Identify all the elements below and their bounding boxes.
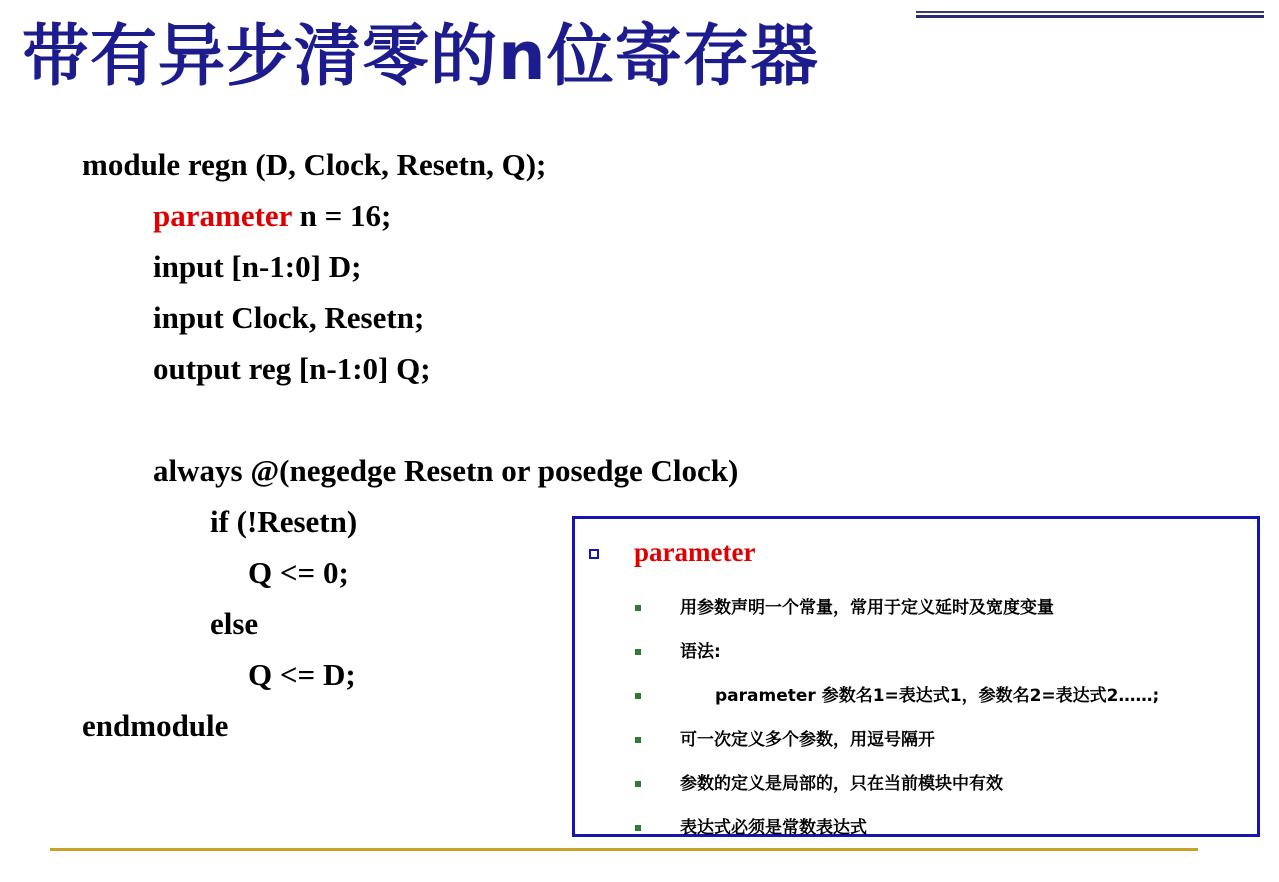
code-line-module: module regn (D, Clock, Resetn, Q); <box>82 147 547 182</box>
bottom-decorative-rule <box>50 848 1198 851</box>
code-line-input-clock: input Clock, Resetn; <box>153 300 425 335</box>
square-bullet-icon <box>635 649 641 655</box>
code-line-endmodule: endmodule <box>82 708 229 743</box>
square-bullet-icon <box>635 825 641 831</box>
square-bullet-icon <box>635 781 641 787</box>
square-bullet-icon <box>635 737 641 743</box>
info-bullet-text: 语法: <box>680 642 721 662</box>
top-rule-thick-line <box>916 15 1264 18</box>
parameter-keyword: parameter <box>153 198 292 233</box>
top-rule-thin-line <box>916 11 1264 13</box>
info-bullet-text: 用参数声明一个常量，常用于定义延时及宽度变量 <box>680 598 1054 618</box>
parameter-info-box <box>572 516 1260 837</box>
info-bullet-text: 参数的定义是局部的，只在当前模块中有效 <box>680 774 1003 794</box>
info-bullet-text: 表达式必须是常数表达式 <box>680 818 867 838</box>
parameter-declaration: n = 16; <box>291 198 392 233</box>
hollow-square-bullet-icon <box>589 549 599 559</box>
code-line-parameter <box>153 196 391 236</box>
top-decorative-rule <box>916 11 1264 18</box>
info-bullet-text: 可一次定义多个参数，用逗号隔开 <box>680 730 935 750</box>
square-bullet-icon <box>635 605 641 611</box>
slide-title: 带有异步清零的n位寄存器 <box>22 17 819 95</box>
square-bullet-icon <box>635 693 641 699</box>
code-line-q-reset: Q <= 0; <box>248 555 349 590</box>
code-line-else: else <box>210 606 259 641</box>
code-line-always: always @(negedge Resetn or posedge Clock) <box>153 453 739 488</box>
code-line-input-d: input [n-1:0] D; <box>153 249 362 284</box>
code-line-if: if (!Resetn) <box>210 504 358 539</box>
info-bullet-syntax-text: parameter 参数名1=表达式1，参数名2=表达式2……; <box>715 686 1160 706</box>
info-box-heading: parameter <box>634 537 756 567</box>
code-line-q-load: Q <= D; <box>248 657 356 692</box>
code-line-output-q: output reg [n-1:0] Q; <box>153 351 431 386</box>
